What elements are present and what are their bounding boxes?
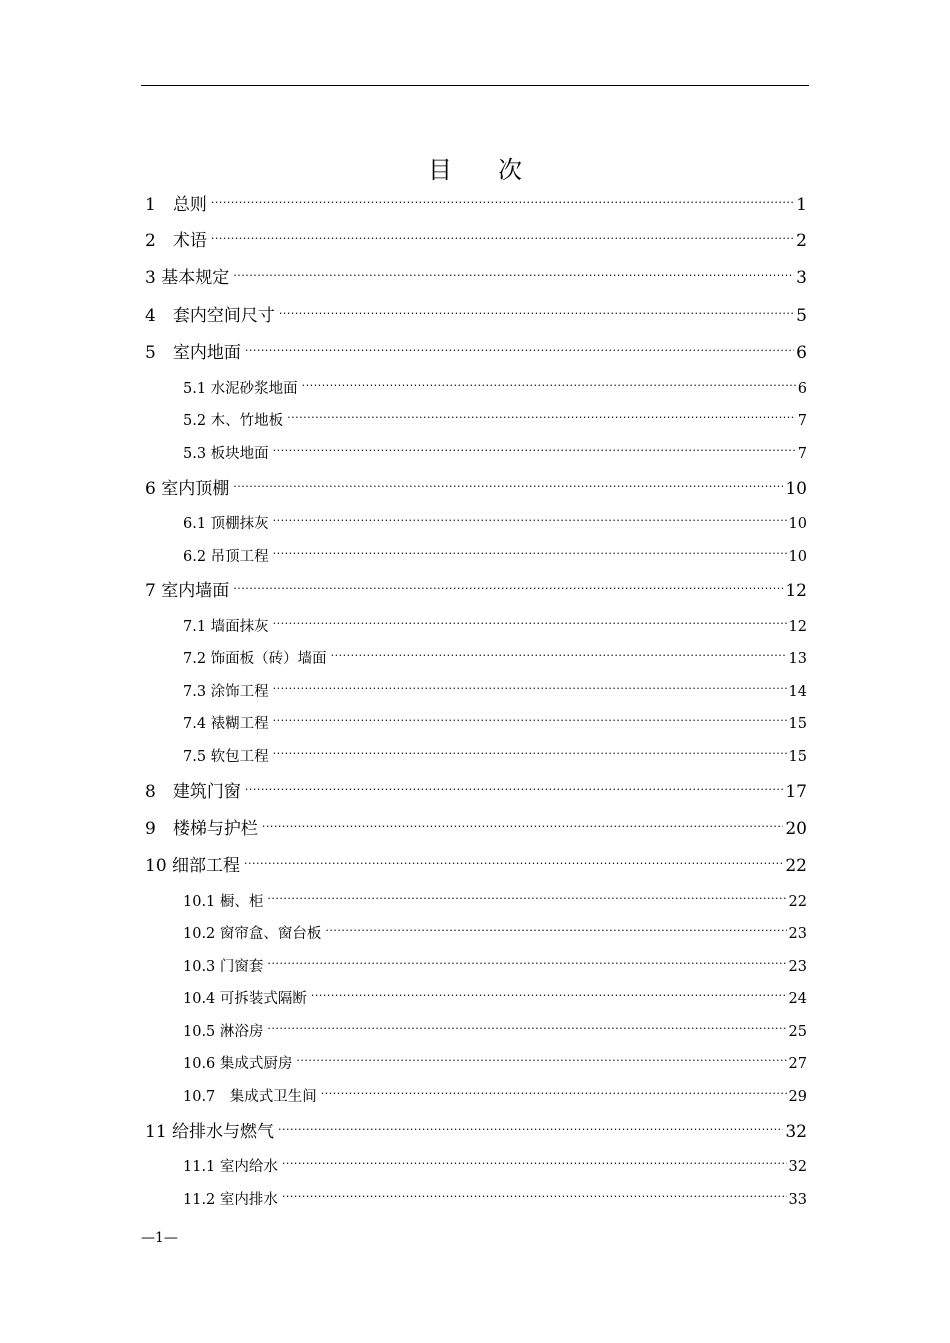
toc-leader-dots [282,1157,787,1172]
toc-entry-label: 7.2 饰面板（砖）墙面 [183,651,327,667]
toc-leader-dots [273,547,787,562]
toc-entry-page: 2 [796,231,807,251]
toc-section[interactable] [183,745,807,769]
toc-leader-dots [273,682,787,697]
toc-entry-label: 10 细部工程 [145,856,241,876]
toc-entry-label: 10.1 橱、柜 [183,894,264,910]
toc-section[interactable] [183,1052,807,1076]
page-number: —1— [141,1230,178,1246]
toc-entry-page: 29 [788,1089,807,1105]
toc-entry-label: 7.3 涂饰工程 [183,684,269,700]
toc-chapter[interactable] [145,854,807,878]
toc-section[interactable] [183,1020,807,1044]
toc-entry-page: 33 [788,1192,807,1208]
toc-leader-dots [211,229,794,246]
toc-leader-dots [267,892,786,907]
toc-entry-page: 17 [785,782,807,802]
toc-leader-dots [296,1054,786,1069]
toc-entry-page: 10 [788,549,807,565]
toc-entry-label: 10.7 集成式卫生间 [183,1089,317,1105]
toc-entry-page: 12 [785,581,807,601]
toc-entry-label: 10.3 门窗套 [183,959,264,975]
toc-leader-dots [302,379,796,394]
toc-chapter[interactable] [145,817,807,841]
toc-chapter[interactable] [145,193,807,217]
toc-leader-dots [233,579,783,596]
toc-entry-label: 6.1 顶棚抹灰 [183,516,269,532]
toc-entry-page: 7 [797,446,807,462]
toc-entry-page: 5 [796,306,807,326]
toc-entry-label: 5.3 板块地面 [183,446,269,462]
toc-entry-label: 8 建筑门窗 [145,782,241,802]
toc-entry-page: 12 [788,619,807,635]
toc-section[interactable] [183,987,807,1011]
toc-leader-dots [267,957,786,972]
toc-entry-label: 7.4 裱糊工程 [183,716,269,732]
toc-entry-page: 15 [788,749,807,765]
toc-entry-page: 27 [788,1056,807,1072]
toc-section[interactable] [183,1188,807,1212]
toc-entry-page: 20 [785,819,807,839]
toc-entry-label: 11.1 室内给水 [183,1159,278,1175]
toc-chapter[interactable] [145,229,807,253]
toc-entry-page: 10 [785,479,807,499]
toc-leader-dots [321,1087,787,1102]
toc-entry-label: 11 给排水与燃气 [145,1122,275,1142]
toc-leader-dots [273,514,787,529]
toc-section[interactable] [183,955,807,979]
toc-leader-dots [245,780,784,797]
toc-section[interactable] [183,1085,807,1109]
toc-leader-dots [233,477,783,494]
toc-entry-label: 7.5 软包工程 [183,749,269,765]
toc-leader-dots [273,617,787,632]
toc-entry-label: 2 术语 [145,231,207,251]
toc-entry-page: 24 [788,991,807,1007]
toc-entry-label: 6.2 吊顶工程 [183,549,269,565]
toc-chapter[interactable] [145,1120,807,1144]
toc-entry-page: 3 [796,268,807,288]
toc-section[interactable] [183,615,807,639]
toc-entry-page: 6 [797,381,807,397]
toc-leader-dots [233,266,794,283]
toc-leader-dots [311,989,787,1004]
title-char-right: 次 [498,156,522,184]
toc-entry-page: 10 [788,516,807,532]
toc-entry-page: 14 [788,684,807,700]
toc-leader-dots [287,411,796,426]
toc-leader-dots [331,649,787,664]
toc-leader-dots [211,193,794,210]
toc-section[interactable] [183,545,807,569]
toc-entry-page: 23 [788,959,807,975]
toc-leader-dots [244,854,783,871]
toc-leader-dots [262,817,784,834]
toc-chapter[interactable] [145,341,807,365]
toc-entry-label: 7.1 墙面抹灰 [183,619,269,635]
toc-entry-label: 5 室内地面 [145,343,241,363]
toc-chapter[interactable] [145,780,807,804]
toc-leader-dots [278,1120,783,1137]
toc-entry-page: 22 [785,856,807,876]
toc-entry-page: 6 [796,343,807,363]
toc-section[interactable] [183,409,807,433]
toc-chapter[interactable] [145,304,807,328]
toc-chapter[interactable] [145,477,807,501]
toc-entry-label: 5.1 水泥砂浆地面 [183,381,298,397]
toc-entry-label: 5.2 木、竹地板 [183,413,284,429]
toc-entry-page: 22 [788,894,807,910]
toc-section[interactable] [183,922,807,946]
toc-section[interactable] [183,647,807,671]
toc-entry-page: 25 [788,1024,807,1040]
toc-section[interactable] [183,890,807,914]
toc-section[interactable] [183,442,807,466]
toc-chapter[interactable] [145,266,807,290]
toc-leader-dots [273,714,787,729]
toc-chapter[interactable] [145,579,807,603]
toc-entry-label: 4 套内空间尺寸 [145,306,275,326]
toc-entry-label: 6 室内顶棚 [145,479,230,499]
toc-section[interactable] [183,1155,807,1179]
title-char-left: 目 [428,156,452,184]
toc-leader-dots [273,444,796,459]
toc-leader-dots [325,924,786,939]
toc-section[interactable] [183,512,807,536]
toc-entry-page: 32 [785,1122,807,1142]
toc-entry-page: 1 [796,195,807,215]
toc-leader-dots [267,1022,786,1037]
toc-leader-dots [282,1190,787,1205]
toc-leader-dots [245,341,794,358]
toc-entry-page: 23 [788,926,807,942]
toc-entry-label: 1 总则 [145,195,207,215]
toc-section[interactable] [183,680,807,704]
toc-entry-label: 10.2 窗帘盒、窗台板 [183,926,322,942]
toc-entry-label: 10.4 可拆装式隔断 [183,991,307,1007]
toc-leader-dots [279,304,794,321]
toc-entry-label: 3 基本规定 [145,268,230,288]
toc-entry-page: 15 [788,716,807,732]
toc-entry-label: 9 楼梯与护栏 [145,819,258,839]
toc-entry-label: 11.2 室内排水 [183,1192,278,1208]
toc-entry-label: 10.5 淋浴房 [183,1024,264,1040]
toc-section[interactable] [183,712,807,736]
toc-entry-page: 32 [788,1159,807,1175]
toc-section[interactable] [183,377,807,401]
toc-entry-label: 10.6 集成式厨房 [183,1056,293,1072]
toc-entry-label: 7 室内墙面 [145,581,230,601]
toc-entry-page: 13 [788,651,807,667]
toc-leader-dots [273,747,787,762]
toc-entry-page: 7 [797,413,807,429]
